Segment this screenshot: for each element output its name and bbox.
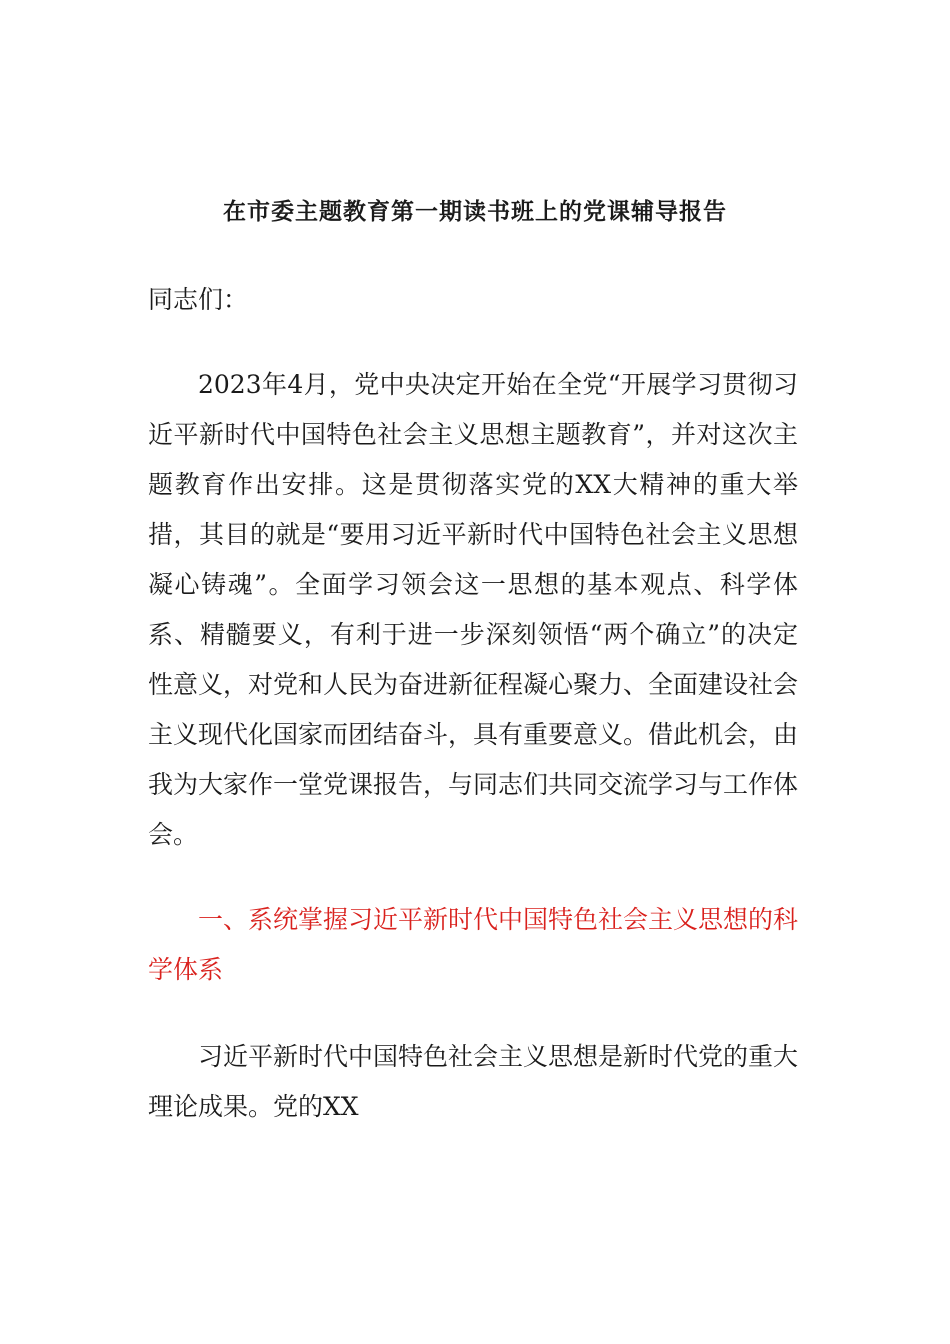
section-heading-1: 一、系统掌握习近平新时代中国特色社会主义思想的科学体系 xyxy=(148,905,799,984)
body-paragraph-2: 习近平新时代中国特色社会主义思想是新时代党的重大理论成果。党的XX xyxy=(148,1042,799,1121)
salutation: 同志们： xyxy=(148,285,249,314)
body-paragraph-1: 2023年4月，党中央决定开始在全党“开展学习贯彻习近平新时代中国特色社会主义思想主题教育”，并对这次主题教育作出安排。这是贯彻落实党的XX大精神的重大举措，其目的就是“要用习近平新时代中国特色社会主义思想凝心铸魂”。全面学习领会这一思想的基本观点、科学体系、精髓要义，有利于进一步深刻领悟“两个确立”的决定性意义，对党和人民为奋进新征程凝心聚力、全面建设社会主义现代化国家而团结奋斗，具有重要意义。借此机会，由我为大家作一堂党课报告，与同志们共同交流学习与工作体会。 xyxy=(148,370,799,849)
document-title: 在市委主题教育第一期读书班上的党课辅导报告 xyxy=(223,198,727,225)
